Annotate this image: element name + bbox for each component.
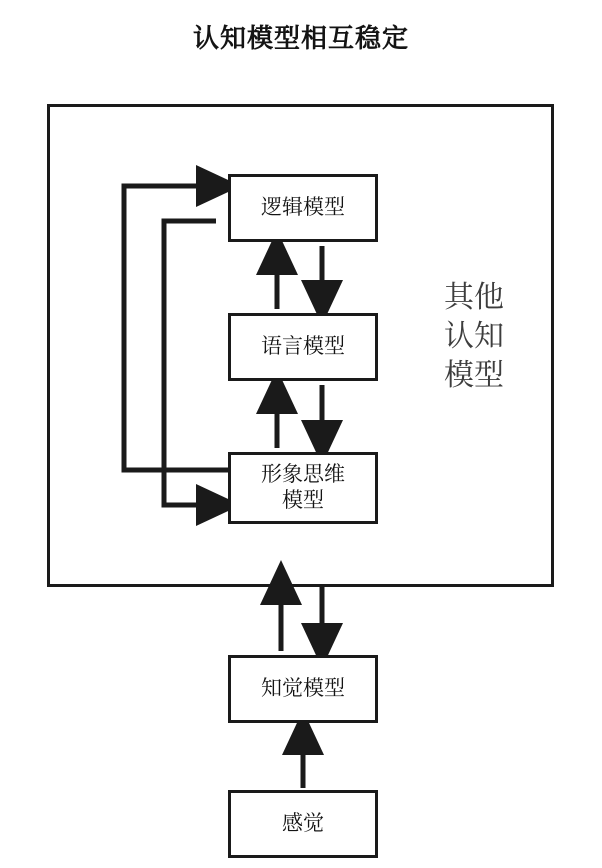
node-sensation[interactable] — [228, 790, 378, 858]
edge-logic-to-image-loop — [164, 221, 216, 505]
node-logic-model-label: 逻辑模型 — [261, 195, 345, 219]
node-language-model[interactable] — [228, 313, 378, 381]
other-label-line-3: 模型 — [444, 359, 504, 392]
node-sensation-label: 感觉 — [282, 811, 324, 835]
node-imagery-thinking-model-label — [261, 462, 345, 515]
node-language-model-label: 语言模型 — [261, 334, 345, 358]
other-label-line-2: 认知 — [444, 320, 504, 353]
edge-image-to-logic-loop — [124, 186, 228, 470]
node-perception-model-label: 知觉模型 — [261, 676, 345, 700]
node-logic-model[interactable] — [228, 174, 378, 242]
node-imagery-line2: 模型 — [282, 489, 324, 512]
node-imagery-line1: 形象思维 — [261, 462, 345, 486]
other-cognitive-models-label — [404, 278, 544, 395]
page-title: 认知模型相互稳定 — [192, 23, 409, 53]
node-imagery-thinking-model[interactable] — [228, 452, 378, 524]
other-label-line-1: 其他 — [444, 281, 504, 314]
node-perception-model[interactable] — [228, 655, 378, 723]
